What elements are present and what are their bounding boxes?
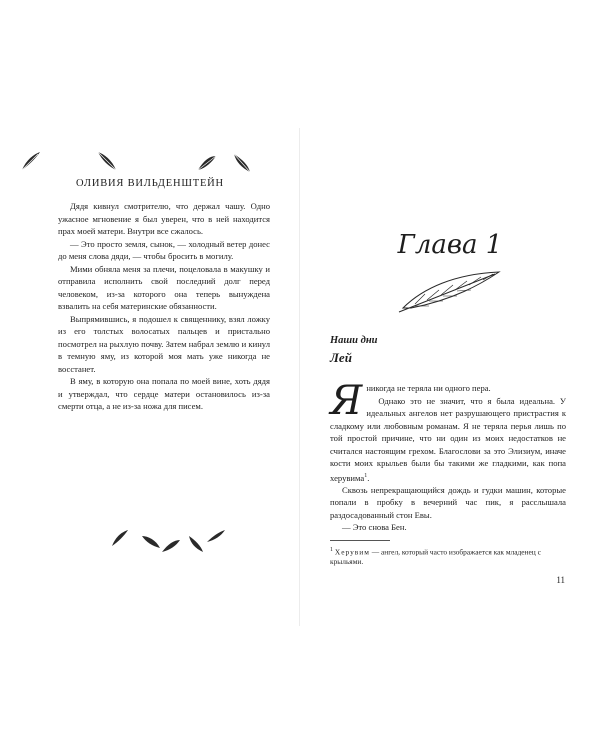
footnote-term: Херувим [334,547,370,557]
paragraph: Дядя кивнул смотрителю, что держал чашу. Одно ужасное мгновение я был уверен, что в ней находится прах моей матери. Внутри все сжалось. [58,201,270,236]
section-name: Лей [330,350,352,365]
feather-icon [110,528,130,548]
paragraph [330,378,566,424]
footnote-ref: 1 [364,472,368,479]
footnote-mark: 1 [330,547,333,553]
drop-cap: Я [330,378,363,424]
feather-icon [96,150,118,172]
paragraph: — Это просто земля, сынок, — холодный ветер донес до меня слова дяди, — чтобы бросить в могилу. [58,238,270,261]
paragraph: — Это снова Бен. [342,522,407,533]
feather-icon [196,152,218,174]
paragraph: Выпрямившись, я подошел к священнику, взял ложку из его толстых волосатых пальцев и пристально посмотрел на рыхлую почву. Затем набрал землю и кинул в темную яму, из которой моя мать уже никогда не восстанет. [58,313,270,374]
body-text [330,378,566,534]
feather-icon [395,268,505,316]
feather-icon [140,532,162,552]
running-head: ОЛИВИЯ ВИЛЬДЕНШТЕЙН [76,178,224,189]
body-text [58,200,270,413]
paragraph: Сквозь непрекращающийся дождь и гудки машин, которые попали в пробку в вечерний час пик, я расслышала раздосадованный стон Евы. [330,484,566,520]
feather-icon [230,152,252,174]
feather-icon [185,534,205,554]
feather-icon [20,150,42,172]
footnote-text: — ангел, который часто изображается как младенец с крыльями. [330,547,541,567]
paragraph-text: никогда не теряла ни одного пера. [366,383,491,393]
page-number: 11 [556,575,565,585]
feather-icon [160,536,182,556]
footnote [330,545,566,567]
feather-icon [205,528,227,548]
paragraph-text: Однако это не значит, что я была идеальна. У идеальных ангелов нет разрушающего пристрастия к сладкому или любовным романам. Я не теряла перья лишь по той простой причине, что ни один из моих недостатков не считался настоящим грехом. Благослови за это Элизиум, иначе кости моих крыльев были бы такими же гладкими, как попа херувима [330,395,566,483]
paragraph: Однако это не значит, что я была идеальна. У идеальных ангелов нет разрушающего пристрастия к сладкому или любовным романам. Я не теряла перья лишь по той простой причине, что ни один из моих недостатков не считался настоящим грехом. Благослови за это Элизиум, иначе кости моих крыльев были бы такими же гладкими, как попа херувима$^1$. [330,395,566,483]
paragraph: В яму, в которую она попала по моей вине, хоть дядя и утверждал, что сердце матери остановилось из-за смерти отца, а не из-за ножа для писем. [58,376,270,411]
chapter-title: Глава 1 [397,230,503,260]
section-date: Наши дни [330,335,378,346]
footnote-rule [330,540,390,541]
paragraph: Мими обняла меня за плечи, поцеловала в макушку и отправила исполнить свой последний долг перед человеком, из-за которого она теперь вынуждена взвалить на себя материнские обязанности. [58,263,270,311]
right-page [300,0,600,750]
